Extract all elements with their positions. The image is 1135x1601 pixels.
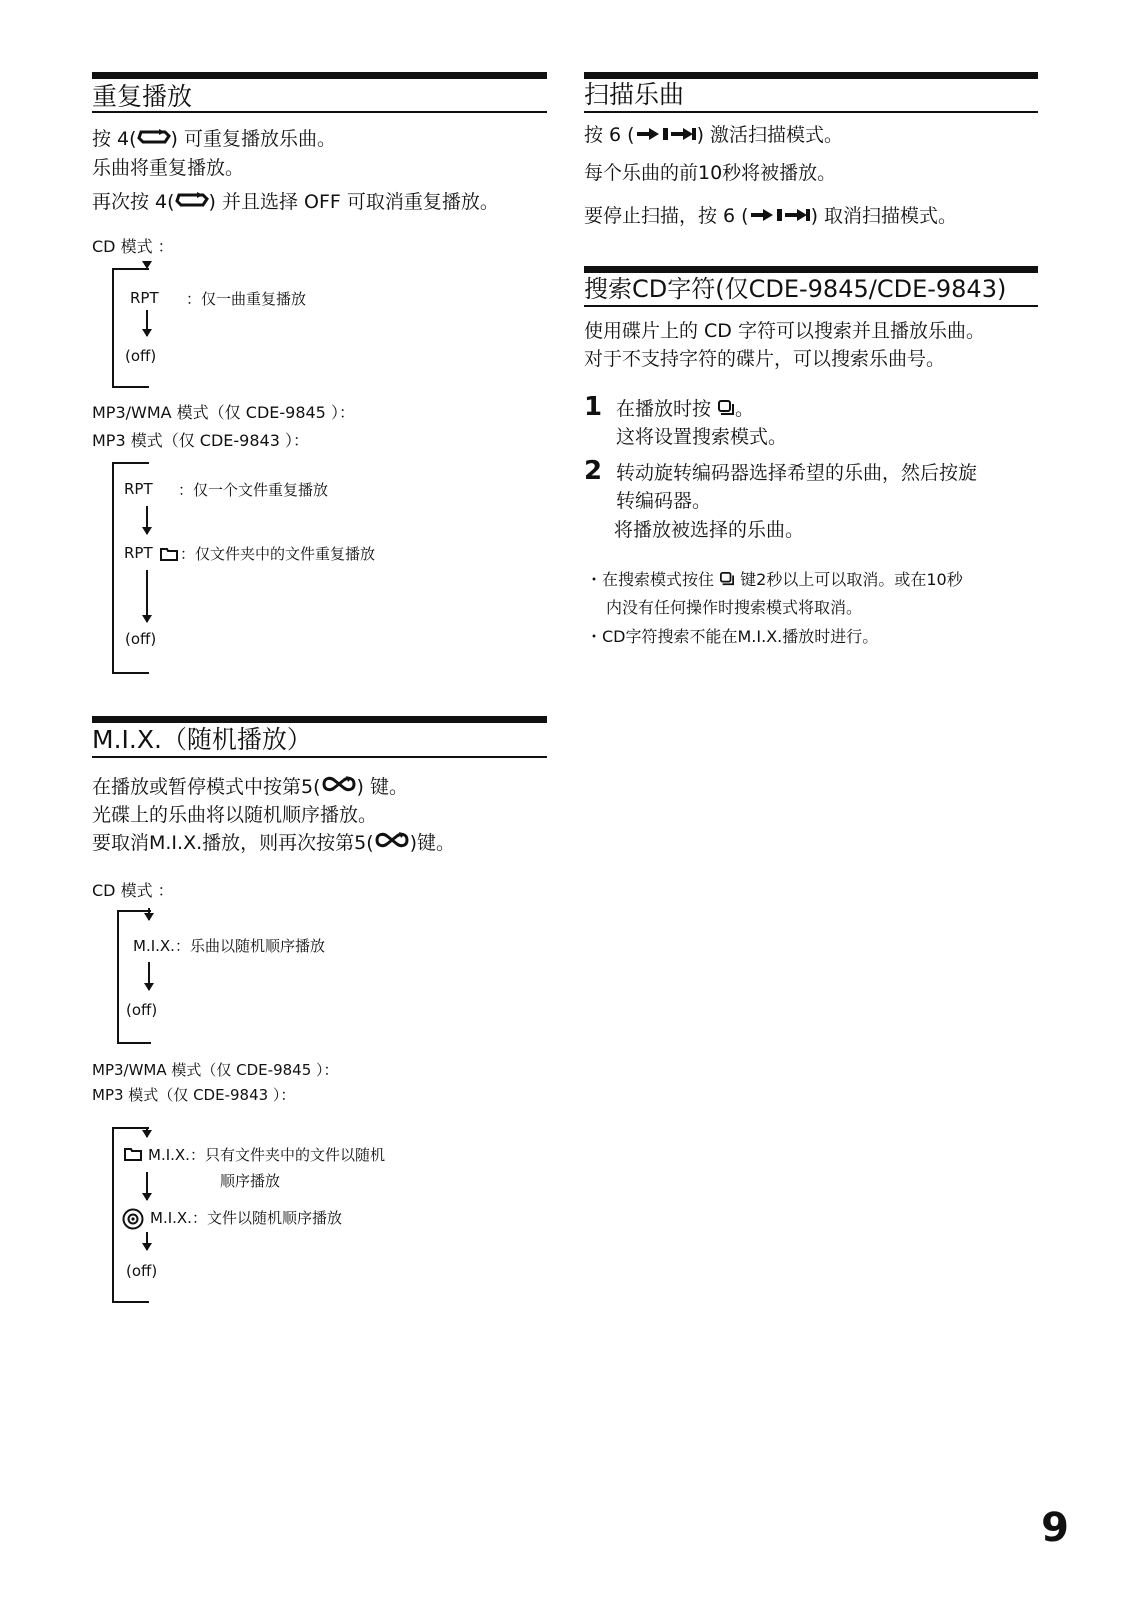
mix-para-3a: 要取消M.I.X.播放，则再次按第5( (92, 832, 374, 854)
scan-rule-bottom (584, 111, 1038, 113)
repeat-mp3-arrow-1 (146, 506, 148, 534)
repeat-para-3 (92, 189, 499, 216)
scan-para-3b: ) 取消扫描模式。 (810, 205, 958, 227)
shuffle-icon (321, 774, 357, 801)
mix-mp3wma-label: MP3/WMA 模式（仅 CDE-9845 ）： (92, 1061, 339, 1079)
search-step-1 (616, 396, 754, 423)
scan-heading: 扫描乐曲 (584, 80, 685, 109)
mix-mp3-arrow-top (146, 1127, 148, 1137)
repeat-cd-arrow (146, 310, 148, 336)
search-step-1-number: 1 (584, 392, 603, 422)
search-step-1b: 。 (735, 398, 755, 420)
repeat-para-1a: 按 4( (92, 128, 137, 150)
repeat-icon-2 (175, 190, 209, 216)
search-button-icon (717, 397, 735, 423)
repeat-mp3-rpt-folder: RPT (124, 544, 153, 562)
mix-rule-bottom (92, 756, 547, 758)
repeat-para-1 (92, 126, 336, 153)
mix-mp3-arrow-2 (146, 1232, 148, 1250)
mix-mp3-arrow-1 (146, 1172, 148, 1200)
folder-icon-mix (124, 1146, 142, 1165)
repeat-cd-rpt-desc: ：仅一曲重复播放 (186, 290, 307, 308)
search-step-2-number: 2 (584, 456, 603, 486)
search-note-1 (586, 569, 963, 592)
folder-icon (160, 546, 178, 565)
mix-cd-arrow (148, 962, 150, 990)
disc-icon (122, 1208, 144, 1234)
repeat-rule-bottom (92, 111, 547, 113)
search-note-1b: 键2秒以上可以取消。或在10秒 (735, 570, 963, 589)
repeat-icon (137, 127, 171, 153)
search-para-2: 对于不支持字符的碟片，可以搜索乐曲号。 (584, 348, 946, 370)
scan-para-2: 每个乐曲的前10秒将被播放。 (584, 162, 837, 184)
scan-para-1b: ) 激活扫描模式。 (696, 124, 844, 146)
search-step-2-sub: 将播放被选择的乐曲。 (614, 519, 805, 541)
mix-para-3 (92, 830, 455, 857)
scan-para-1 (584, 122, 843, 149)
mix-para-1a: 在播放或暂停模式中按第5( (92, 776, 321, 798)
search-step-2-line-1: 转动旋转编码器选择希望的乐曲，然后按旋 (616, 462, 978, 484)
repeat-heading: 重复播放 (92, 82, 193, 111)
page-number: 9 (1041, 1505, 1069, 1551)
mix-cd-off: (off) (126, 1001, 158, 1019)
search-note-1-cont: 内没有任何操作时搜索模式将取消。 (606, 598, 863, 617)
mix-para-1b: ) 键。 (356, 776, 408, 798)
mix-para-2: 光碟上的乐曲将以随机顺序播放。 (92, 804, 378, 826)
search-rule-top (584, 266, 1038, 273)
mix-para-3b: )键。 (409, 832, 456, 854)
repeat-cd-flow-bracket (112, 268, 149, 388)
mix-cd-flow-bracket (117, 910, 151, 1044)
scan-para-3 (584, 203, 957, 230)
mix-disc-desc: M.I.X.：文件以随机顺序播放 (150, 1209, 342, 1227)
repeat-para-3b: ) 并且选择 OFF 可取消重复播放。 (208, 191, 499, 213)
repeat-cd-rpt: RPT (130, 289, 159, 307)
repeat-mp3-rpt-desc: ：仅一个文件重复播放 (178, 481, 329, 499)
search-step-2-line-2: 转编码器。 (616, 490, 712, 512)
repeat-mp3-rpt: RPT (124, 480, 153, 498)
mix-mp3-label: MP3 模式（仅 CDE-9843 ）： (92, 1086, 296, 1104)
search-heading: 搜索CD字符(仅CDE-9845/CDE-9843) (584, 275, 1007, 303)
mix-para-1 (92, 774, 408, 801)
repeat-mp3-arrow-2 (146, 570, 148, 622)
repeat-para-1b: ) 可重复播放乐曲。 (170, 128, 336, 150)
scan-rule-top (584, 72, 1038, 79)
search-step-1a: 在播放时按 (616, 398, 718, 420)
repeat-cd-mode-label: CD 模式 ： (92, 237, 174, 256)
repeat-cd-off: (off) (125, 347, 157, 365)
search-note-1a: ・在搜索模式按住 (586, 570, 720, 589)
mix-mp3-off: (off) (126, 1262, 158, 1280)
next-track-icon (635, 123, 697, 149)
search-para-1: 使用碟片上的 CD 字符可以搜索并且播放乐曲。 (584, 320, 985, 342)
mix-heading: M.I.X.（随机播放） (92, 725, 312, 754)
next-track-icon-2 (749, 204, 811, 230)
repeat-para-3a: 再次按 4( (92, 191, 175, 213)
repeat-para-2: 乐曲将重复播放。 (92, 157, 245, 179)
mix-rule-top (92, 716, 547, 723)
mix-folder-desc-1: M.I.X.：只有文件夹中的文件以随机 (148, 1146, 385, 1164)
search-rule-bottom (584, 305, 1038, 307)
mix-folder-desc-2: 顺序播放 (220, 1172, 281, 1190)
shuffle-icon-2 (374, 830, 410, 857)
search-step-1-sub: 这将设置搜索模式。 (616, 426, 788, 448)
repeat-mp3-label: MP3 模式（仅 CDE-9843 ）： (92, 431, 309, 450)
search-note-2: ・CD字符搜索不能在M.I.X.播放时进行。 (586, 627, 879, 646)
repeat-rule-top (92, 72, 547, 79)
repeat-mp3wma-label: MP3/WMA 模式（仅 CDE-9845 ）： (92, 403, 355, 422)
search-button-icon-2 (719, 570, 735, 592)
scan-para-1a: 按 6 ( (584, 124, 635, 146)
mix-cd-arrow-top (148, 908, 150, 920)
mix-cd-desc: M.I.X.：乐曲以随机顺序播放 (133, 937, 325, 955)
mix-cd-mode-label: CD 模式 ： (92, 881, 174, 900)
repeat-mp3-rpt-folder-desc: ：仅文件夹中的文件重复播放 (180, 545, 376, 563)
scan-para-3a: 要停止扫描，按 6 ( (584, 205, 749, 227)
repeat-mp3-off: (off) (125, 630, 157, 648)
